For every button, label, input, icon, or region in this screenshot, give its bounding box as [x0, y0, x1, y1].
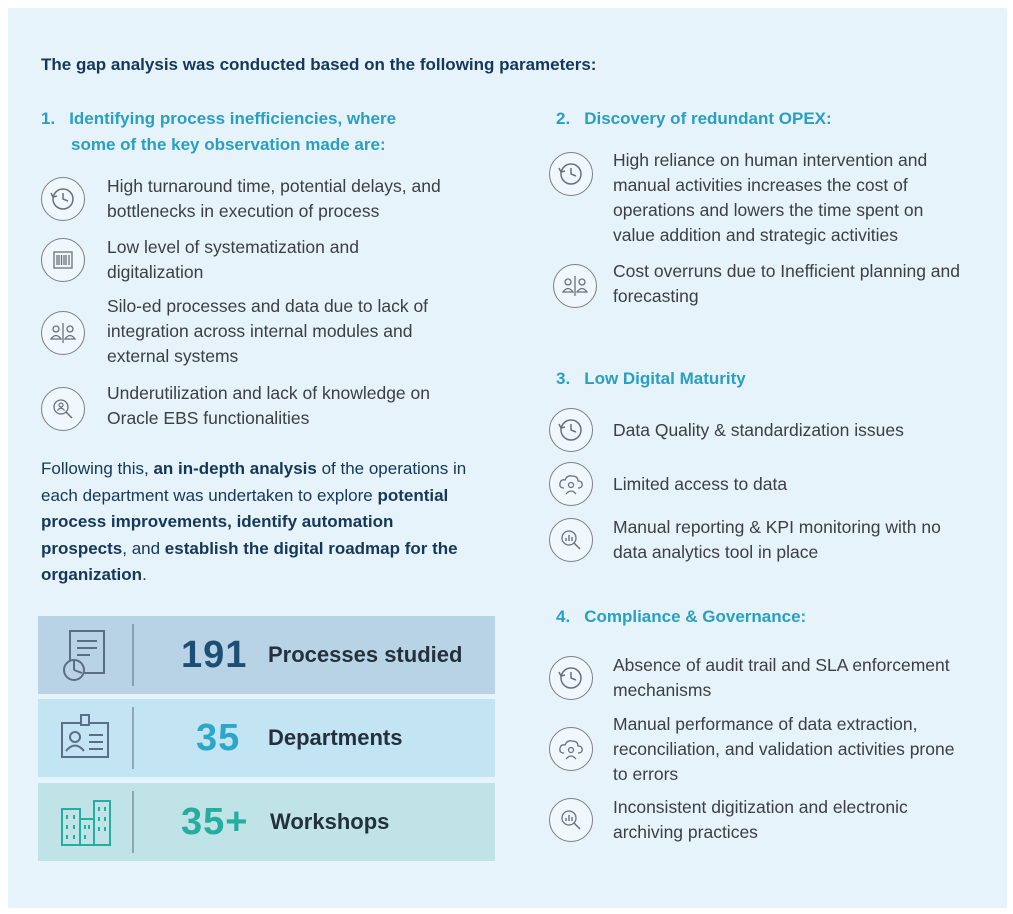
list-item: [549, 406, 969, 454]
paragraph-text: of the operations in each department was undertaken to explore: [41, 459, 467, 505]
list-item: [549, 653, 969, 703]
item-text: Manual performance of data extraction, reconciliation, and validation activities prone to errors: [613, 714, 955, 784]
chart-search-icon: [549, 798, 593, 842]
item-text: Low level of systematization and digitalization: [107, 237, 359, 282]
item-text: Cost overruns due to Inefficient planning and forecasting: [613, 261, 960, 306]
stat-departments: [38, 699, 495, 777]
summary-paragraph: [41, 456, 471, 589]
user-search-icon: [41, 387, 85, 431]
stat-value: 35: [196, 716, 241, 759]
item-text: Limited access to data: [613, 473, 788, 494]
section-heading-line: Identifying process inefficiencies, where: [69, 109, 397, 128]
list-item: [549, 460, 969, 508]
divider: [132, 791, 134, 853]
section-number: 3.: [556, 369, 571, 388]
paragraph-bold: potential process improvements, identify automation prospects: [41, 485, 449, 558]
section-4-heading: [556, 604, 806, 630]
list-item: [549, 515, 969, 565]
page-title: The gap analysis was conducted based on the following parameters:: [41, 55, 597, 74]
people-split-icon: [553, 264, 597, 308]
section-number: 1.: [41, 109, 56, 128]
paragraph-bold: an in-depth analysis: [153, 459, 317, 478]
clock-cycle-icon: [549, 408, 593, 452]
stat-label: Processes studied: [268, 642, 463, 667]
paragraph-text: , and: [122, 538, 165, 558]
item-text: High turnaround time, potential delays, and bottlenecks in execution of process: [107, 176, 441, 221]
item-text: Underutilization and lack of knowledge on Oracle EBS functionalities: [107, 383, 430, 428]
section-heading-line: Low Digital Maturity: [584, 369, 746, 388]
paragraph-text: .: [142, 565, 147, 584]
list-item: [41, 294, 481, 369]
clock-cycle-icon: [549, 152, 593, 196]
stat-label: Departments: [268, 725, 403, 750]
section-heading-line: some of the key observation made are:: [71, 135, 386, 154]
list-item: [549, 259, 969, 309]
divider: [132, 707, 134, 769]
item-text: Silo-ed processes and data due to lack of integration across internal modules and external systems: [107, 296, 429, 366]
barcode-icon: [41, 238, 85, 282]
list-item: [549, 148, 969, 248]
id-card-icon: [58, 711, 114, 765]
section-3-heading: [556, 366, 746, 392]
stat-workshops: [38, 783, 495, 861]
item-text: Absence of audit trail and SLA enforcement mechanisms: [613, 655, 950, 700]
paragraph-bold: establish the digital roadmap for the organization: [41, 538, 458, 584]
clock-cycle-icon: [549, 656, 593, 700]
section-1-heading: [41, 106, 396, 158]
list-item: [549, 712, 969, 787]
cloud-user-icon: [549, 727, 593, 771]
section-number: 4.: [556, 607, 571, 626]
stat-label: Workshops: [270, 809, 390, 834]
section-number: 2.: [556, 109, 571, 128]
list-item: [41, 174, 481, 224]
list-item: [549, 795, 969, 845]
chart-search-icon: [549, 518, 593, 562]
section-2-heading: [556, 106, 832, 132]
paragraph-text: Following this,: [41, 459, 154, 478]
document-chart-icon: [58, 628, 114, 682]
divider: [132, 624, 134, 686]
list-item: [41, 381, 481, 431]
section-heading-line: Discovery of redundant OPEX:: [584, 109, 832, 128]
list-item: [41, 235, 481, 285]
people-split-icon: [41, 311, 85, 355]
item-text: Inconsistent digitization and electronic archiving practices: [613, 797, 908, 842]
item-text: High reliance on human intervention and manual activities increases the cost of operations and lowers the time spent on value addition and strategic activities: [613, 150, 928, 245]
item-text: Manual reporting & KPI monitoring with no data analytics tool in place: [613, 517, 941, 562]
stat-value: 191: [181, 633, 248, 676]
cloud-user-icon: [549, 462, 593, 506]
item-text: Data Quality & standardization issues: [613, 419, 904, 440]
clock-cycle-icon: [41, 177, 85, 221]
stat-value: 35+: [181, 800, 249, 843]
stat-processes: [38, 616, 495, 694]
buildings-icon: [58, 795, 114, 849]
section-heading-line: Compliance & Governance:: [584, 607, 807, 626]
